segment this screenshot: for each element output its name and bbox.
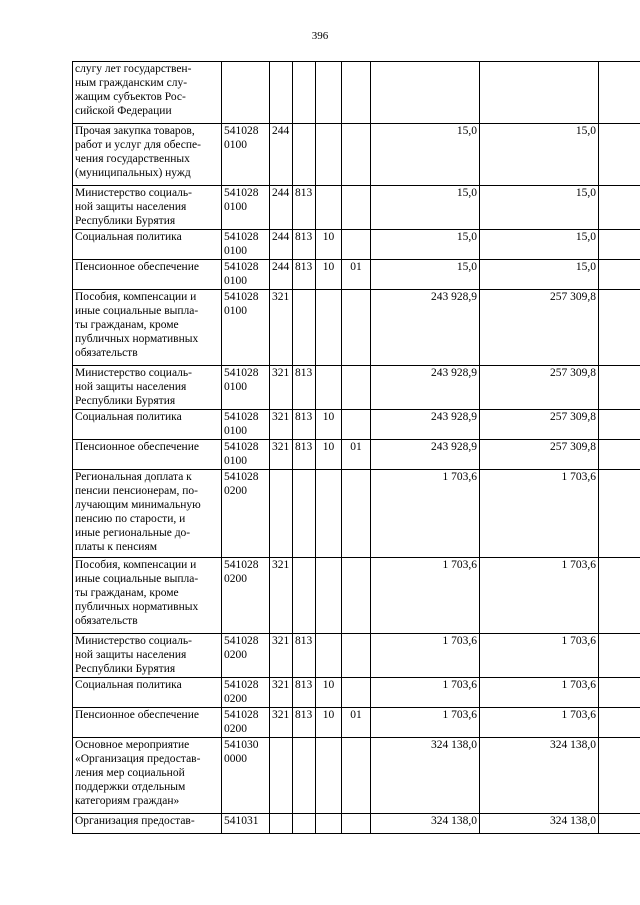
table-row (73, 678, 640, 708)
table-row (73, 738, 640, 814)
row-blank-cell (599, 186, 640, 230)
row-amount-year2-cell: 1 703,6 (480, 678, 599, 708)
row-pr-cell (342, 124, 371, 186)
row-name-text: слугу лет государствен- ным гражданским слу- жащим субъектов Рос- сийской Федерации (75, 63, 192, 117)
row-vr-cell: 321 (270, 678, 293, 708)
row-vr-cell: 321 (270, 708, 293, 738)
row-amount-year1-cell: 243 928,9 (371, 290, 480, 366)
row-amount-year1-cell: 1 703,6 (371, 634, 480, 678)
row-name-text: Основное мероприятие «Организация предостав- ления мер социальной поддержки отдельным категориям граждан» (75, 739, 201, 807)
row-amount-year1-cell: 243 928,9 (371, 440, 480, 470)
row-rz-cell: 10 (316, 708, 342, 738)
row-grbs-cell (293, 558, 316, 634)
row-grbs-cell (293, 124, 316, 186)
row-blank-cell (599, 678, 640, 708)
row-amount-year2-cell: 1 703,6 (480, 634, 599, 678)
row-amount-year2-cell: 324 138,0 (480, 814, 599, 834)
row-blank-cell (599, 124, 640, 186)
row-vr-cell (270, 62, 293, 124)
row-name-text: Министерство социаль- ной защиты населения Республики Бурятия (75, 367, 192, 407)
row-pr-cell (342, 230, 371, 260)
csr-code-part: 0100 (224, 381, 247, 393)
csr-code-part: 0100 (224, 275, 247, 287)
row-name-text: Пособия, компенсации и иные социальные выпла- ты гражданам, кроме публичных нормативных обязательств (75, 559, 199, 627)
row-name-text: Пенсионное обеспечение (75, 709, 199, 721)
row-pr-cell: 01 (342, 440, 371, 470)
row-amount-year1-cell: 15,0 (371, 230, 480, 260)
budget-table-body (73, 62, 640, 834)
row-grbs-cell: 813 (293, 410, 316, 440)
csr-code-part: 541028 (224, 559, 259, 571)
row-csr-cell (222, 260, 270, 290)
table-row (73, 470, 640, 558)
page-number: 396 (311, 30, 329, 42)
row-rz-cell (316, 558, 342, 634)
table-row (73, 230, 640, 260)
csr-code-part: 541028 (224, 441, 259, 453)
table-row (73, 62, 640, 124)
csr-code-part: 0200 (224, 573, 247, 585)
row-name-cell (73, 470, 222, 558)
row-csr-cell (222, 124, 270, 186)
row-rz-cell (316, 738, 342, 814)
row-amount-year1-cell: 1 703,6 (371, 470, 480, 558)
row-pr-cell (342, 290, 371, 366)
row-amount-year1-cell: 324 138,0 (371, 738, 480, 814)
row-pr-cell (342, 62, 371, 124)
row-name-cell (73, 558, 222, 634)
csr-code-part: 0200 (224, 649, 247, 661)
row-csr-cell (222, 738, 270, 814)
row-name-text: Организация предостав- (75, 815, 195, 827)
row-name-cell (73, 634, 222, 678)
row-amount-year2-cell: 1 703,6 (480, 470, 599, 558)
csr-code-part: 541028 (224, 635, 259, 647)
table-row (73, 814, 640, 834)
row-grbs-cell: 813 (293, 230, 316, 260)
row-amount-year2-cell: 257 309,8 (480, 410, 599, 440)
table-row (73, 410, 640, 440)
csr-code-part: 541028 (224, 679, 259, 691)
csr-code-part: 541028 (224, 411, 259, 423)
csr-code-part: 0200 (224, 723, 247, 735)
row-name-text: Прочая закупка товаров, работ и услуг для обеспе- чения государственных (муниципальных) нужд (75, 125, 201, 179)
row-name-cell (73, 230, 222, 260)
row-amount-year1-cell: 1 703,6 (371, 708, 480, 738)
row-amount-year1-cell (371, 62, 480, 124)
row-name-cell (73, 708, 222, 738)
row-blank-cell (599, 708, 640, 738)
row-grbs-cell: 813 (293, 260, 316, 290)
row-name-text: Министерство социаль- ной защиты населения Республики Бурятия (75, 635, 192, 675)
row-rz-cell: 10 (316, 678, 342, 708)
csr-code-part: 0200 (224, 693, 247, 705)
row-vr-cell: 244 (270, 186, 293, 230)
row-blank-cell (599, 634, 640, 678)
csr-code-part: 541030 (224, 739, 259, 751)
row-pr-cell (342, 738, 371, 814)
csr-code-part: 0100 (224, 425, 247, 437)
csr-code-part: 541028 (224, 471, 259, 483)
csr-code-part: 541028 (224, 291, 259, 303)
row-pr-cell (342, 678, 371, 708)
row-pr-cell (342, 470, 371, 558)
row-name-cell (73, 62, 222, 124)
row-rz-cell (316, 470, 342, 558)
row-csr-cell (222, 558, 270, 634)
row-amount-year1-cell: 243 928,9 (371, 366, 480, 410)
row-amount-year2-cell: 15,0 (480, 186, 599, 230)
row-rz-cell (316, 62, 342, 124)
row-csr-cell (222, 230, 270, 260)
row-name-text: Пособия, компенсации и иные социальные выпла- ты гражданам, кроме публичных нормативных обязательств (75, 291, 199, 359)
row-blank-cell (599, 558, 640, 634)
csr-code-part: 0000 (224, 753, 247, 765)
table-row (73, 260, 640, 290)
csr-code-part: 0100 (224, 201, 247, 213)
row-name-cell (73, 260, 222, 290)
row-rz-cell (316, 634, 342, 678)
csr-code-part: 0100 (224, 245, 247, 257)
table-row (73, 124, 640, 186)
budget-table (72, 61, 640, 834)
row-name-cell (73, 290, 222, 366)
row-rz-cell: 10 (316, 260, 342, 290)
row-name-cell (73, 366, 222, 410)
row-name-text: Социальная политика (75, 231, 182, 243)
row-name-cell (73, 410, 222, 440)
row-vr-cell: 321 (270, 558, 293, 634)
table-row (73, 290, 640, 366)
row-csr-cell (222, 634, 270, 678)
row-vr-cell: 321 (270, 366, 293, 410)
row-amount-year2-cell: 1 703,6 (480, 558, 599, 634)
row-pr-cell (342, 186, 371, 230)
row-rz-cell (316, 366, 342, 410)
row-csr-cell (222, 440, 270, 470)
row-amount-year1-cell: 324 138,0 (371, 814, 480, 834)
row-blank-cell (599, 290, 640, 366)
row-pr-cell (342, 366, 371, 410)
row-blank-cell (599, 814, 640, 834)
row-vr-cell (270, 470, 293, 558)
row-grbs-cell: 813 (293, 678, 316, 708)
row-name-cell (73, 814, 222, 834)
row-csr-cell (222, 290, 270, 366)
row-csr-cell (222, 470, 270, 558)
row-vr-cell: 321 (270, 410, 293, 440)
row-vr-cell: 321 (270, 440, 293, 470)
row-amount-year1-cell: 243 928,9 (371, 410, 480, 440)
csr-code-part: 0100 (224, 305, 247, 317)
row-vr-cell (270, 738, 293, 814)
row-name-cell (73, 678, 222, 708)
row-blank-cell (599, 62, 640, 124)
row-rz-cell (316, 124, 342, 186)
row-name-text: Пенсионное обеспечение (75, 261, 199, 273)
csr-code-part: 541028 (224, 367, 259, 379)
csr-code-part: 0200 (224, 485, 247, 497)
row-grbs-cell (293, 470, 316, 558)
row-pr-cell: 01 (342, 708, 371, 738)
row-amount-year2-cell: 257 309,8 (480, 440, 599, 470)
row-csr-cell (222, 366, 270, 410)
row-csr-cell (222, 678, 270, 708)
row-pr-cell (342, 634, 371, 678)
row-amount-year1-cell: 1 703,6 (371, 558, 480, 634)
row-name-cell (73, 440, 222, 470)
csr-code-part: 541028 (224, 187, 259, 199)
row-blank-cell (599, 366, 640, 410)
table-row (73, 634, 640, 678)
row-blank-cell (599, 470, 640, 558)
row-csr-cell (222, 708, 270, 738)
row-blank-cell (599, 410, 640, 440)
row-name-cell (73, 186, 222, 230)
row-pr-cell (342, 814, 371, 834)
table-row (73, 186, 640, 230)
row-pr-cell (342, 410, 371, 440)
row-pr-cell (342, 558, 371, 634)
row-csr-cell (222, 410, 270, 440)
row-rz-cell (316, 186, 342, 230)
row-blank-cell (599, 738, 640, 814)
row-grbs-cell (293, 290, 316, 366)
row-grbs-cell: 813 (293, 708, 316, 738)
row-vr-cell: 321 (270, 634, 293, 678)
row-amount-year2-cell: 257 309,8 (480, 290, 599, 366)
row-vr-cell: 321 (270, 290, 293, 366)
row-amount-year2-cell: 324 138,0 (480, 738, 599, 814)
row-csr-cell (222, 62, 270, 124)
row-rz-cell (316, 290, 342, 366)
row-rz-cell: 10 (316, 230, 342, 260)
row-grbs-cell: 813 (293, 366, 316, 410)
row-rz-cell (316, 814, 342, 834)
csr-code-part: 541028 (224, 231, 259, 243)
row-grbs-cell (293, 738, 316, 814)
row-name-text: Региональная доплата к пенсии пенсионерам, по- лучающим минимальную пенсию по старости, и иные региональные до- платы к пенсиям (75, 471, 201, 553)
row-amount-year1-cell: 15,0 (371, 124, 480, 186)
row-name-cell (73, 124, 222, 186)
row-amount-year2-cell: 15,0 (480, 260, 599, 290)
row-amount-year2-cell: 15,0 (480, 124, 599, 186)
row-name-text: Социальная политика (75, 411, 182, 423)
csr-code-part: 541031 (224, 815, 259, 827)
row-csr-cell (222, 186, 270, 230)
row-amount-year1-cell: 1 703,6 (371, 678, 480, 708)
row-grbs-cell (293, 814, 316, 834)
row-grbs-cell: 813 (293, 634, 316, 678)
row-amount-year2-cell (480, 62, 599, 124)
csr-code-part: 541028 (224, 125, 259, 137)
row-name-text: Социальная политика (75, 679, 182, 691)
row-rz-cell: 10 (316, 410, 342, 440)
row-vr-cell: 244 (270, 230, 293, 260)
table-row (73, 440, 640, 470)
row-amount-year2-cell: 15,0 (480, 230, 599, 260)
row-amount-year2-cell: 1 703,6 (480, 708, 599, 738)
row-vr-cell (270, 814, 293, 834)
row-grbs-cell: 813 (293, 186, 316, 230)
row-vr-cell: 244 (270, 260, 293, 290)
table-row (73, 366, 640, 410)
row-csr-cell (222, 814, 270, 834)
row-grbs-cell (293, 62, 316, 124)
row-amount-year2-cell: 257 309,8 (480, 366, 599, 410)
csr-code-part: 541028 (224, 261, 259, 273)
row-grbs-cell: 813 (293, 440, 316, 470)
row-blank-cell (599, 260, 640, 290)
csr-code-part: 0100 (224, 139, 247, 151)
row-blank-cell (599, 230, 640, 260)
row-name-text: Министерство социаль- ной защиты населения Республики Бурятия (75, 187, 192, 227)
row-name-text: Пенсионное обеспечение (75, 441, 199, 453)
csr-code-part: 0100 (224, 455, 247, 467)
table-row (73, 708, 640, 738)
row-name-cell (73, 738, 222, 814)
row-blank-cell (599, 440, 640, 470)
row-amount-year1-cell: 15,0 (371, 186, 480, 230)
row-amount-year1-cell: 15,0 (371, 260, 480, 290)
csr-code-part: 541028 (224, 709, 259, 721)
row-vr-cell: 244 (270, 124, 293, 186)
table-row (73, 558, 640, 634)
row-pr-cell: 01 (342, 260, 371, 290)
row-rz-cell: 10 (316, 440, 342, 470)
